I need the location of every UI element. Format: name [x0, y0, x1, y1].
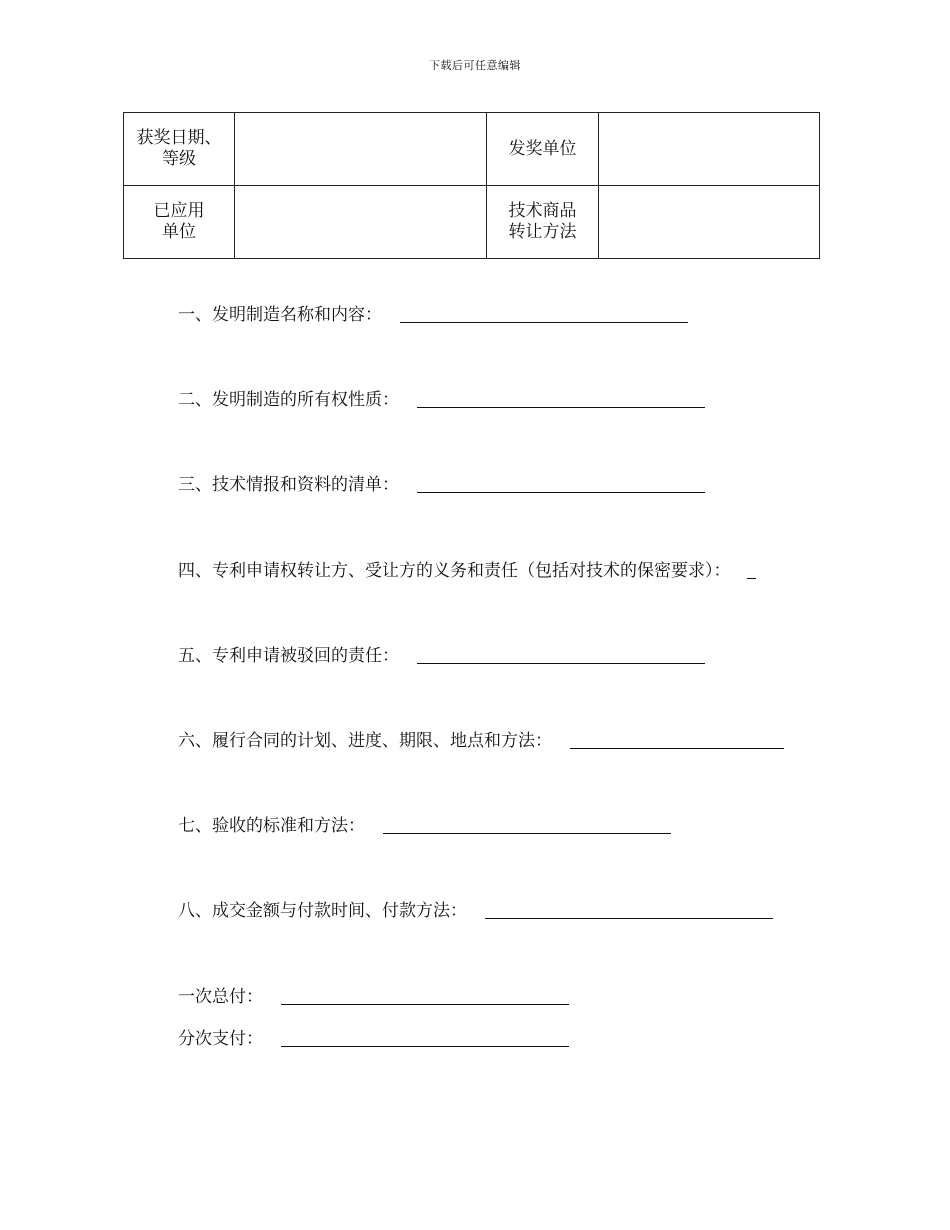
fill-in-line[interactable] [417, 645, 705, 664]
award-info-table [123, 112, 820, 259]
table-row [124, 186, 820, 259]
applied-unit-label: 已应用 单位 [124, 186, 235, 259]
acceptance-standard-field [178, 815, 671, 837]
invention-name-field [178, 304, 688, 326]
fill-in-line[interactable] [417, 389, 705, 408]
field-label: 一次总付： [178, 987, 263, 1007]
payment-field [178, 900, 773, 922]
fill-in-line[interactable] [281, 986, 569, 1005]
installment-field [178, 1028, 569, 1050]
table-row [124, 113, 820, 186]
rejection-liability-field [178, 645, 705, 667]
transfer-method-cell[interactable] [599, 186, 820, 259]
lump-sum-field [178, 986, 569, 1008]
award-date-level-label: 获奖日期、 等级 [124, 113, 235, 186]
field-label: 四、专利申请权转让方、受让方的义务和责任（包括对技术的保密要求）： [178, 561, 731, 581]
page-header-note: 下载后可任意编辑 [429, 59, 521, 72]
field-label: 五、专利申请被驳回的责任： [178, 646, 399, 666]
field-label: 七、验收的标准和方法： [178, 816, 365, 836]
obligations-field [178, 560, 756, 582]
field-label: 三、技术情报和资料的清单： [178, 475, 399, 495]
fill-in-line[interactable] [400, 304, 688, 323]
award-date-level-cell[interactable] [235, 113, 487, 186]
awarding-unit-label: 发奖单位 [487, 113, 599, 186]
fill-in-line[interactable] [570, 730, 784, 749]
applied-unit-cell[interactable] [235, 186, 487, 259]
fill-in-line[interactable] [417, 474, 705, 493]
ownership-nature-field [178, 389, 705, 411]
fill-in-line[interactable] [485, 900, 773, 919]
field-label: 分次支付： [178, 1029, 263, 1049]
fill-in-line[interactable] [281, 1028, 569, 1047]
fill-in-line[interactable] [747, 560, 756, 579]
field-label: 八、成交金额与付款时间、付款方法： [178, 901, 467, 921]
field-label: 二、发明制造的所有权性质： [178, 390, 399, 410]
performance-plan-field [178, 730, 784, 752]
field-label: 一、发明制造名称和内容： [178, 305, 382, 325]
tech-info-list-field [178, 474, 705, 496]
awarding-unit-cell[interactable] [599, 113, 820, 186]
fill-in-line[interactable] [383, 815, 671, 834]
transfer-method-label: 技术商品 转让方法 [487, 186, 599, 259]
field-label: 六、履行合同的计划、进度、期限、地点和方法： [178, 731, 552, 751]
